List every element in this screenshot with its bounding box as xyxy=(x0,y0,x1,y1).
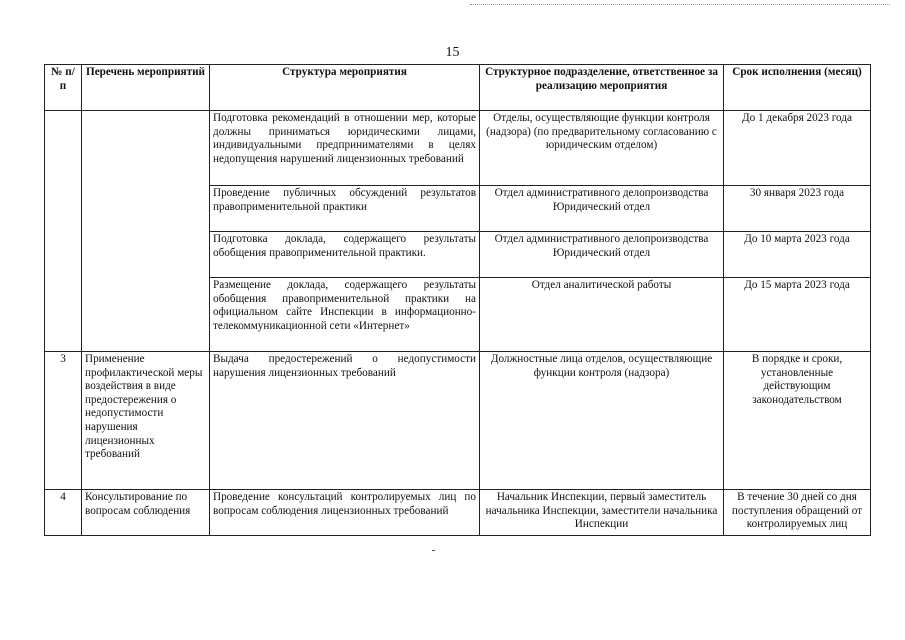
structure-cell: Подготовка доклада, содержащего результаты обобщения правоприменительной практики. xyxy=(210,232,480,278)
structure-cell: Выдача предостережений о недопустимости нарушения лицензионных требований xyxy=(210,352,480,490)
department-cell: Отделы, осуществляющие функции контроля (надзора) (по предварительному согласованию с юридическим отделом) xyxy=(480,111,724,186)
department-cell: Отдел административного делопроизводства Юридический отдел xyxy=(480,186,724,232)
top-scan-rule xyxy=(470,4,890,5)
number-cell: 4 xyxy=(45,490,82,536)
table-row xyxy=(45,490,871,536)
structure-cell: Размещение доклада, содержащего результаты обобщения правоприменительной практики на официальном сайте Инспекции в информационно-телекоммуникационной сети «Интернет» xyxy=(210,278,480,352)
deadline-cell: До 10 марта 2023 года xyxy=(724,232,871,278)
measures-table xyxy=(44,64,871,536)
structure-cell: Проведение консультаций контролируемых лиц по вопросам соблюдения лицензионных требований xyxy=(210,490,480,536)
structure-cell: Проведение публичных обсуждений результатов правоприменительной практики xyxy=(210,186,480,232)
deadline-cell: До 1 декабря 2023 года xyxy=(724,111,871,186)
deadline-cell: В порядке и сроки, установленные действующим законодательством xyxy=(724,352,871,490)
table-header-row xyxy=(45,65,871,111)
number-cell: 3 xyxy=(45,352,82,490)
header-number: № п/п xyxy=(45,65,82,111)
header-measures-list: Перечень мероприятий xyxy=(82,65,210,111)
header-measure-structure: Структура мероприятия xyxy=(210,65,480,111)
measure-cell-empty xyxy=(82,111,210,352)
deadline-cell: 30 января 2023 года xyxy=(724,186,871,232)
header-responsible-department: Структурное подразделение, ответственное за реализацию мероприятия xyxy=(480,65,724,111)
table-row xyxy=(45,352,871,490)
header-deadline: Срок исполнения (месяц) xyxy=(724,65,871,111)
page-number: 15 xyxy=(445,45,460,60)
measure-cell: Консультирование по вопросам соблюдения xyxy=(82,490,210,536)
deadline-cell: До 15 марта 2023 года xyxy=(724,278,871,352)
measure-cell: Применение профилактической меры воздействия в виде предостережения о недопустимости нарушения лицензионных требований xyxy=(82,352,210,490)
deadline-cell: В течение 30 дней со дня поступления обращений от контролируемых лиц xyxy=(724,490,871,536)
structure-cell: Подготовка рекомендаций в отношении мер, которые должны приниматься юридическими лицами, индивидуальными предпринимателями в целях недопущения нарушений лицензионных требований xyxy=(210,111,480,186)
department-cell: Начальник Инспекции, первый заместитель начальника Инспекции, заместители начальника Инспекции xyxy=(480,490,724,536)
department-cell: Отдел административного делопроизводства Юридический отдел xyxy=(480,232,724,278)
scan-speck xyxy=(432,550,435,551)
department-cell: Отдел аналитической работы xyxy=(480,278,724,352)
number-cell-empty xyxy=(45,111,82,352)
table-row xyxy=(45,111,871,186)
department-cell: Должностные лица отделов, осуществляющие функции контроля (надзора) xyxy=(480,352,724,490)
